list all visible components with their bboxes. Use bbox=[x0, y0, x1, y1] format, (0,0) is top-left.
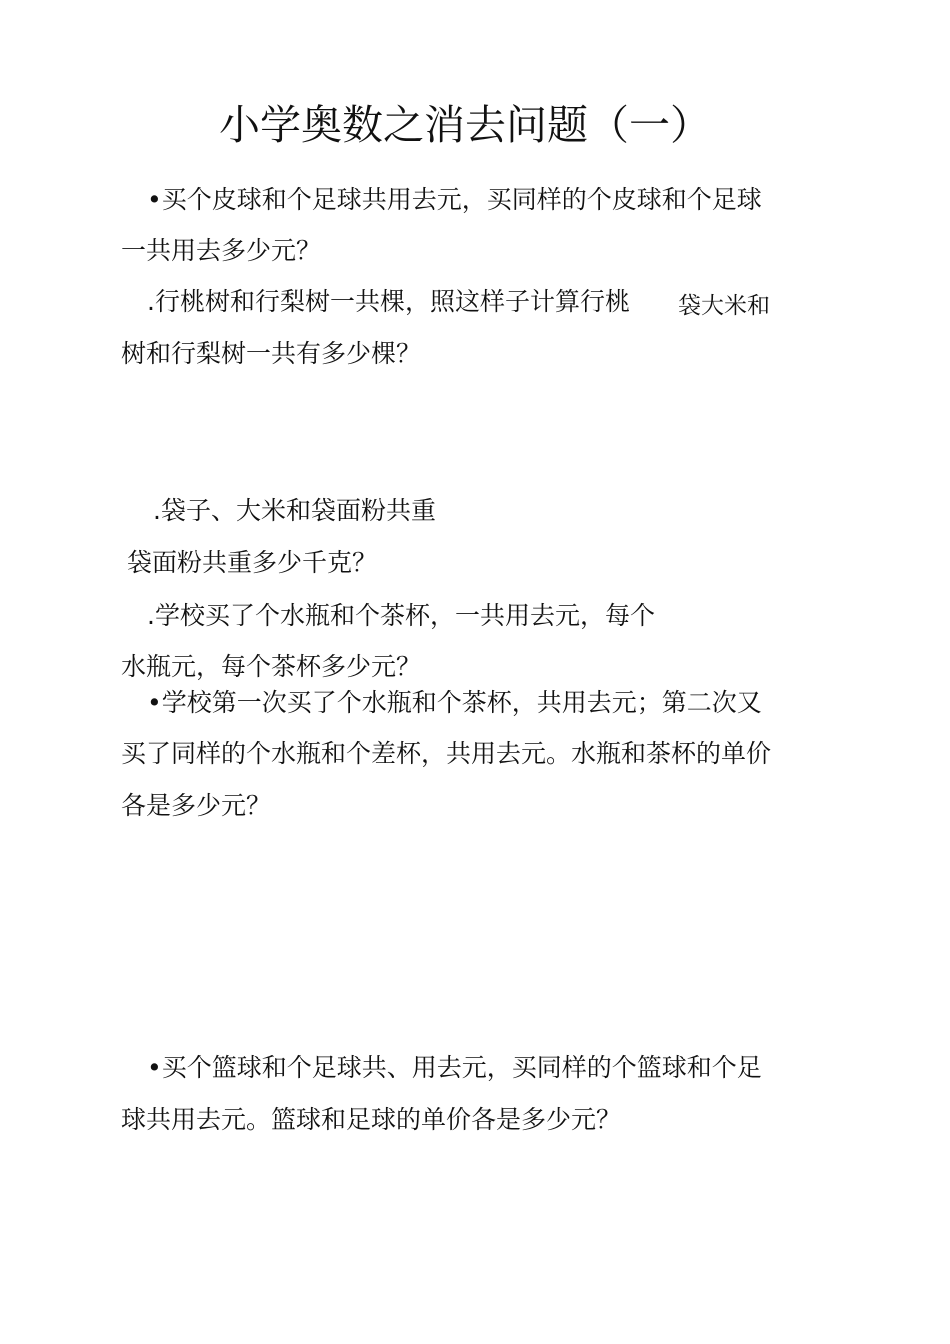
problem-5-line-1: •学校第一次买了个水瓶和个茶杯，共用去元；第二次又 bbox=[147, 688, 762, 717]
problem-6-line-1: •买个篮球和个足球共、用去元，买同样的个篮球和个足 bbox=[147, 1053, 762, 1082]
problem-6-line-2: 球共用去元。篮球和足球的单价各是多少元？ bbox=[121, 1105, 622, 1134]
page-title: 小学奥数之消去问题（一） bbox=[219, 101, 711, 149]
problem-5-line-2: 买了同样的个水瓶和个差杯，共用去元。水瓶和茶杯的单价 bbox=[121, 739, 772, 768]
problem-4-line-2: 水瓶元，每个茶杯多少元？ bbox=[121, 652, 422, 681]
problem-2-line-1: .行桃树和行梨树一共棵，照这样子计算行桃 bbox=[147, 287, 630, 316]
problem-1-line-2: 一共用去多少元？ bbox=[121, 236, 322, 265]
problem-3-line-2: 袋面粉共重多少千克？ bbox=[127, 548, 378, 577]
problem-2-overlay-text: 袋大米和 bbox=[678, 293, 770, 319]
problem-4-line-1: .学校买了个水瓶和个茶杯，一共用去元，每个 bbox=[147, 601, 655, 630]
problem-2-line-2: 树和行梨树一共有多少棵？ bbox=[121, 339, 422, 368]
problem-3-line-1: .袋子、大米和袋面粉共重 bbox=[153, 496, 436, 525]
problem-5-line-3: 各是多少元？ bbox=[121, 791, 272, 820]
problem-1-line-1: •买个皮球和个足球共用去元，买同样的个皮球和个足球 bbox=[147, 185, 762, 214]
